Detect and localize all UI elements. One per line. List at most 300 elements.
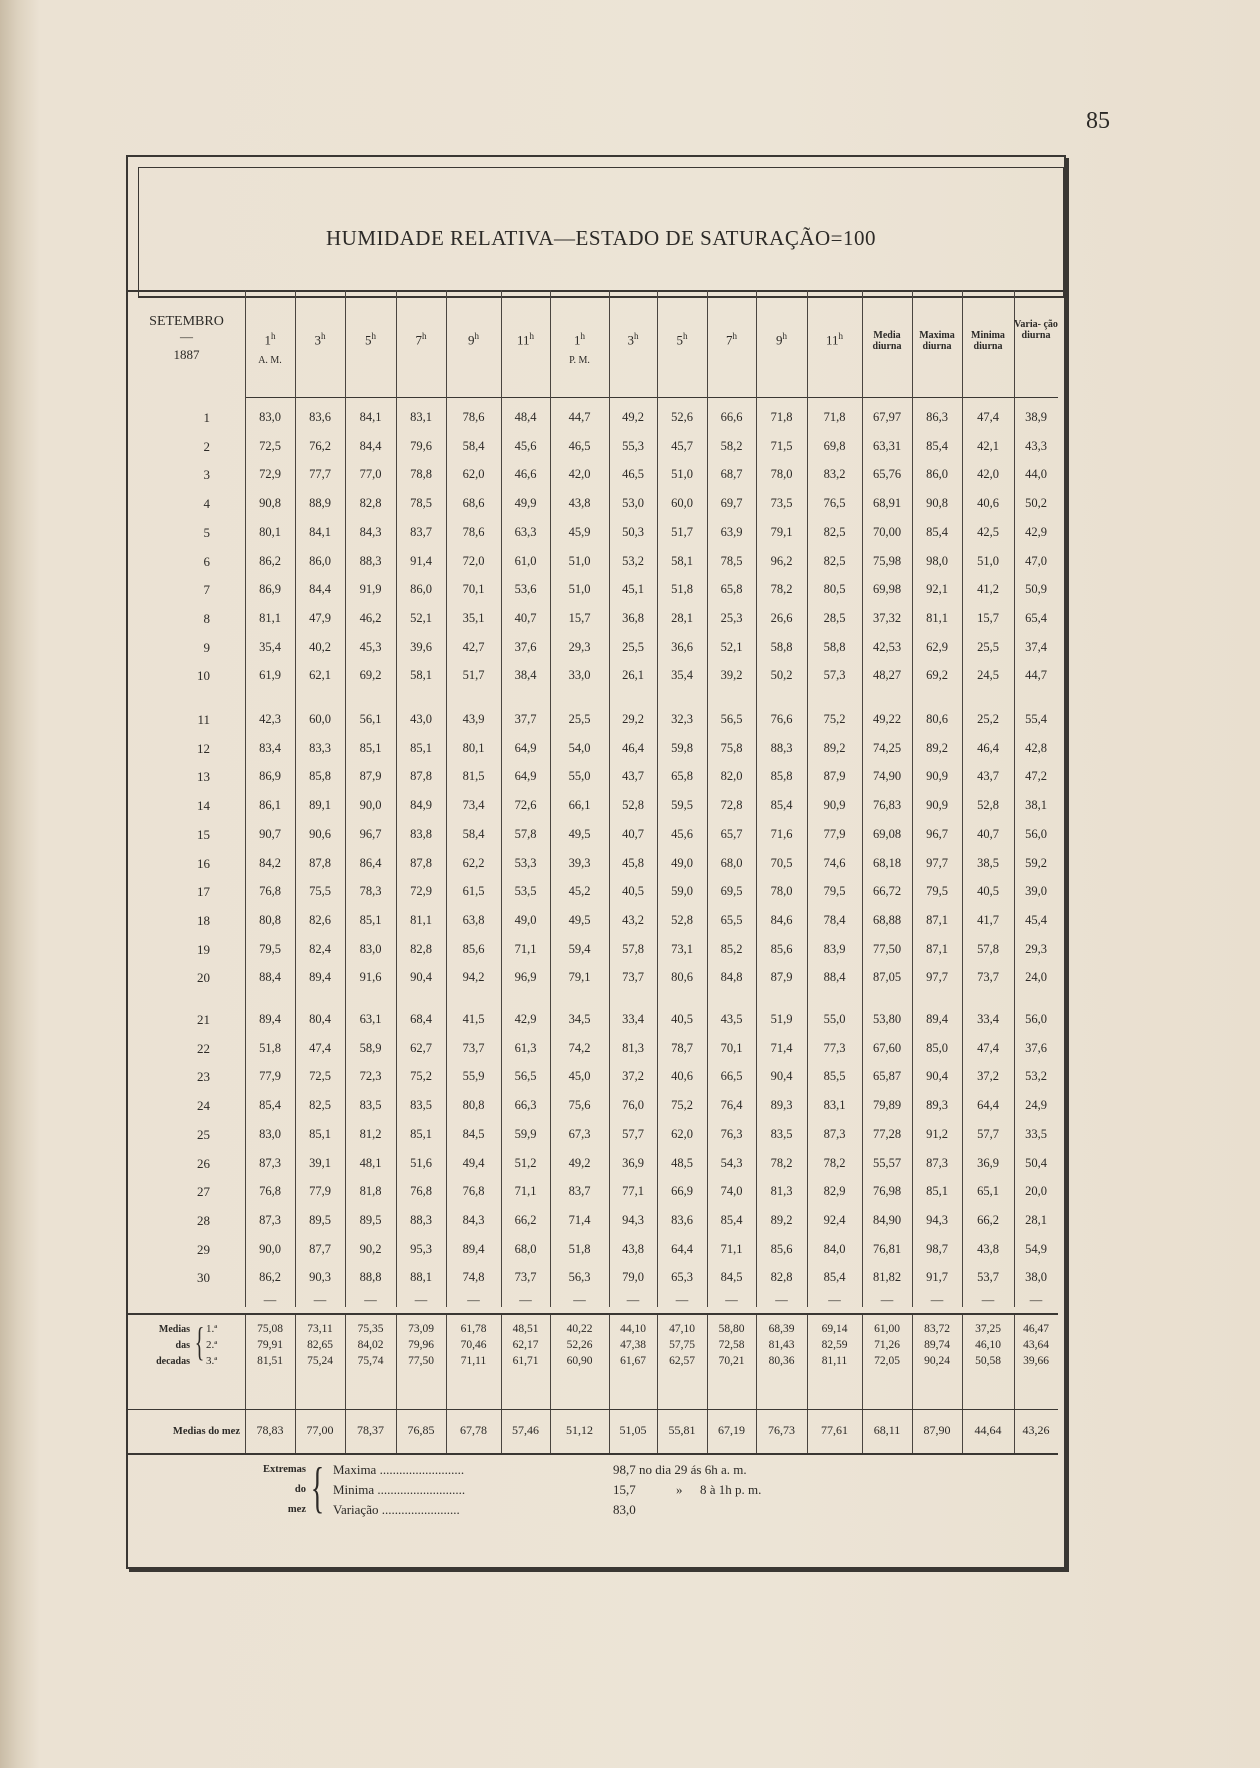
table-cell: 58,9 [359,1040,382,1055]
table-cell: 26,1 [622,668,644,683]
table-cell: 43,8 [622,1241,644,1256]
table-cell: 80,8 [259,912,281,927]
table-cell: 87,9 [359,769,382,784]
month-average-cell: 44,64 [974,1423,1002,1437]
table-cell: 90,4 [410,970,432,985]
table-cell: 82,0 [720,769,743,784]
table-cell: 80,1 [462,740,485,755]
table-cell: 83,1 [410,410,432,424]
table-cell: 25,5 [622,639,644,654]
day-label: 4 [203,496,210,512]
minima-ditto: » [676,1482,683,1497]
table-cell: 40,5 [977,884,999,899]
table-cell: 76,8 [462,1184,485,1199]
table-cell: 89,5 [309,1212,331,1227]
table-cell: 35,1 [462,610,485,625]
table-cell: 57,8 [977,941,999,956]
table-cell: 37,6 [1025,1040,1047,1055]
table-cell: 89,5 [359,1212,382,1227]
month-average-cell: 76,73 [768,1423,795,1437]
table-cell: 89,4 [309,970,331,985]
table-cell: 79,1 [770,524,793,539]
month-average-cell: 43,26 [1022,1423,1050,1437]
table-cell: 89,4 [259,1012,281,1026]
table-cell: 96,2 [770,553,793,568]
table-cell: 40,7 [514,610,537,625]
table-cell: 51,8 [671,582,693,597]
table-cell: 73,7 [462,1040,485,1055]
table-cell: 67,97 [872,410,902,424]
dash-cell: — [364,1293,377,1307]
table-cell: 36,8 [622,610,644,625]
table-cell: 71,1 [514,941,537,956]
day-label: 9 [203,639,210,655]
table-cell: 64,9 [514,740,537,755]
table-cell: 80,6 [671,970,693,985]
table-cell: 74,0 [720,1184,743,1199]
table-cell: 79,5 [823,884,846,899]
table-cell: 84,1 [309,524,331,539]
decade-mark: 3.ª [206,1355,218,1367]
table-cell: 83,4 [259,740,281,755]
table-cell: 46,5 [568,438,591,453]
table-cell: 87,9 [823,769,846,784]
day-label: 17 [197,884,210,900]
average-cell: 77,50 [408,1355,434,1367]
table-cell: 68,7 [720,467,743,482]
table-cell: 45,3 [359,639,382,654]
table-cell: 66,72 [872,884,902,899]
table-cell: 80,4 [309,1012,331,1026]
table-cell: 79,89 [872,1098,902,1113]
table-cell: 47,2 [1025,769,1047,784]
table-cell: 92,4 [823,1212,846,1227]
table-cell: 84,1 [359,410,382,424]
table-cell: 39,3 [568,855,591,870]
table-cell: 45,1 [622,582,644,597]
table-cell: 85,1 [926,1184,948,1199]
table-title: HUMIDADE RELATIVA—ESTADO DE SATURAÇÃO=100 [325,226,877,250]
table-cell: 49,2 [568,1155,591,1170]
table-cell: 80,8 [462,1098,485,1113]
table-cell: 84,5 [462,1126,485,1141]
hour-number: 5 [676,332,683,348]
header-month: SETEMBRO [149,314,224,329]
table-cell: 50,4 [1025,1155,1047,1170]
table-cell: 68,18 [872,855,902,870]
table-cell: 63,3 [514,524,537,539]
table-cell: 51,0 [671,467,693,482]
average-cell: 80,36 [768,1355,795,1367]
header-hour [657,329,707,347]
table-cell: 76,8 [259,884,281,899]
table-cell: 87,3 [823,1126,846,1141]
table-cell: 47,0 [1025,553,1047,568]
table-cell: 48,27 [872,668,902,683]
header-stat: Maxima diurna [919,330,955,352]
dash-cell: — [414,1293,428,1307]
table-cell: 79,1 [568,970,591,985]
table-cell: 61,5 [462,884,485,899]
table-cell: 48,4 [514,410,537,424]
table-cell: 85,1 [309,1126,331,1141]
table-cell: 72,5 [309,1069,331,1084]
average-cell: 72,58 [718,1339,745,1351]
table-cell: 36,9 [977,1155,999,1170]
table-cell: 76,8 [410,1184,432,1199]
hour-suffix: h [732,331,737,341]
hour-number: 3 [314,332,321,348]
table-cell: 57,3 [823,668,846,683]
table-cell: 51,0 [568,582,591,597]
table-cell: 28,1 [671,610,693,625]
table-cell: 59,0 [671,884,693,899]
table-cell: 24,9 [1025,1098,1047,1113]
table-cell: 83,0 [359,941,382,956]
table-cell: 45,4 [1025,912,1047,927]
month-averages-label: Medias do mez [172,1426,240,1437]
table-cell: 43,9 [462,712,485,726]
table-cell: 43,8 [977,1241,999,1256]
dash-cell: — [313,1293,327,1307]
month-average-cell: 57,46 [512,1423,539,1437]
table-cell: 88,3 [770,740,793,755]
table-cell: 50,9 [1025,582,1047,597]
table-cell: 88,4 [823,970,846,985]
month-average-cell: 51,05 [619,1423,647,1437]
average-cell: 89,74 [924,1339,950,1351]
day-label: 26 [197,1155,210,1171]
table-cell: 78,2 [770,582,793,597]
table-cell: 83,9 [823,941,846,956]
table-cell: 75,6 [568,1098,591,1113]
table-cell: 85,0 [926,1040,948,1055]
table-cell: 78,5 [410,496,432,511]
table-cell: 39,2 [720,668,743,683]
table-cell: 61,3 [514,1040,537,1055]
hour-number: 9 [776,332,783,348]
hour-number: 3 [627,332,634,348]
table-cell: 81,1 [410,912,432,927]
table-cell: 84,4 [309,582,331,597]
table-cell: 79,0 [622,1270,644,1285]
table-cell: 81,2 [359,1126,382,1141]
table-cell: 42,53 [872,639,902,654]
table-cell: 62,7 [410,1040,432,1055]
average-cell: 69,14 [821,1323,848,1335]
average-cell: 68,39 [768,1323,795,1335]
hour-suffix: h [838,331,844,341]
variacao-value: 83,0 [613,1502,636,1517]
hour-suffix: h [782,331,787,341]
page-number: 85 [1086,108,1110,134]
maxima-label: Maxima .......................... [333,1462,465,1477]
table-cell: 87,05 [872,970,902,985]
table-cell: 74,25 [872,740,902,755]
day-label: 11 [197,712,210,727]
table-cell: 53,3 [514,855,537,870]
table-cell: 76,6 [770,712,793,726]
table-cell: 64,4 [671,1241,693,1256]
table-cell: 65,4 [1025,610,1047,625]
hour-suffix: h [422,331,427,341]
table-cell: 29,2 [622,712,644,726]
table-cell: 48,1 [359,1155,382,1170]
table-cell: 87,8 [410,855,432,870]
table-cell: 65,3 [671,1270,693,1285]
table-cell: 71,1 [514,1184,537,1199]
hour-number: 11 [825,332,839,348]
table-cell: 73,1 [671,941,693,956]
day-label: 5 [203,524,210,540]
header-dash: — [180,329,193,344]
table-frame [126,155,1066,1569]
table-cell: 61,0 [514,553,537,568]
table-cell: 57,7 [977,1126,999,1141]
table-cell: 88,3 [359,553,382,568]
table-cell: 58,1 [410,668,432,683]
table-cell: 79,6 [410,438,432,453]
table-cell: 41,7 [977,912,999,927]
decade-averages-label: Medias [158,1324,190,1335]
table-cell: 47,9 [309,610,331,625]
table-cell: 33,4 [622,1012,644,1026]
table-cell: 75,8 [720,740,743,755]
day-label: 23 [197,1069,210,1085]
header-pm: P. M. [569,355,590,366]
data-table [128,157,1064,1567]
table-cell: 85,1 [359,740,382,755]
header-stat: Media diurna [872,330,902,352]
extremes-label: Extremas [263,1464,306,1475]
table-cell: 49,5 [568,826,591,841]
table-cell: 50,3 [622,524,644,539]
table-cell: 91,6 [359,970,382,985]
table-cell: 43,7 [622,769,644,784]
table-cell: 78,7 [671,1040,693,1055]
table-cell: 78,2 [770,1155,793,1170]
average-cell: 81,51 [257,1355,283,1367]
table-cell: 55,3 [622,438,644,453]
hour-suffix: h [580,331,585,341]
average-cell: 73,11 [307,1323,333,1335]
table-cell: 73,7 [622,970,644,985]
table-cell: 86,9 [259,769,281,784]
table-cell: 87,8 [410,769,432,784]
table-cell: 82,4 [309,941,331,956]
table-cell: 64,9 [514,769,537,784]
table-cell: 69,2 [359,668,382,683]
header-hour [501,329,550,347]
table-cell: 90,4 [770,1069,793,1084]
day-label: 20 [197,970,210,986]
table-cell: 77,0 [359,467,382,482]
table-cell: 41,5 [462,1012,485,1026]
table-cell: 55,0 [568,769,591,784]
table-cell: 82,9 [823,1184,846,1199]
average-cell: 60,90 [566,1355,593,1367]
header-hour [550,329,609,347]
table-cell: 45,0 [568,1069,591,1084]
table-cell: 72,3 [359,1069,382,1084]
day-label: 16 [197,855,210,871]
hour-number: 1 [264,332,271,348]
table-cell: 51,6 [410,1155,432,1170]
table-cell: 72,9 [410,884,432,899]
dash-cell: — [1029,1293,1043,1307]
table-cell: 45,7 [671,438,693,453]
table-cell: 87,1 [926,912,948,927]
table-cell: 89,2 [926,740,948,755]
table-cell: 70,1 [462,582,485,597]
average-cell: 75,74 [357,1355,384,1367]
table-cell: 15,7 [977,610,999,625]
day-label: 22 [197,1040,210,1056]
table-cell: 52,1 [410,610,432,625]
table-cell: 94,3 [926,1212,948,1227]
table-cell: 40,6 [977,496,999,511]
table-cell: 83,8 [410,826,432,841]
hour-number: 7 [726,332,733,348]
table-cell: 56,3 [568,1270,591,1285]
table-cell: 44,0 [1025,467,1047,482]
dash-cell: — [981,1293,995,1307]
table-cell: 76,5 [823,496,846,511]
day-label: 3 [203,467,210,483]
table-cell: 82,6 [309,912,331,927]
table-cell: 96,7 [359,826,382,841]
table-cell: 66,5 [720,1069,743,1084]
table-cell: 68,6 [462,496,485,511]
table-cell: 87,9 [770,970,793,985]
table-cell: 45,2 [568,884,591,899]
table-cell: 42,3 [259,712,281,726]
table-cell: 59,5 [671,798,693,813]
table-cell: 97,7 [926,970,948,985]
day-label: 18 [197,912,210,928]
table-cell: 72,5 [259,438,281,453]
table-cell: 81,1 [259,610,281,625]
table-cell: 85,6 [462,941,485,956]
minima-detail: 8 à 1h p. m. [700,1482,762,1497]
day-label: 2 [203,438,210,454]
table-cell: 58,8 [823,639,846,654]
average-cell: 75,35 [357,1323,384,1335]
average-cell: 61,67 [620,1355,646,1367]
month-avg-bottom-line [128,1453,1058,1455]
header-hour [396,329,446,347]
table-cell: 53,0 [622,496,644,511]
table-cell: 84,6 [770,912,793,927]
header-hour [756,329,807,347]
table-cell: 77,9 [309,1184,331,1199]
table-cell: 80,5 [823,582,846,597]
table-cell: 63,31 [872,438,902,453]
table-cell: 55,9 [462,1069,485,1084]
table-cell: 87,8 [309,855,331,870]
average-cell: 52,26 [566,1339,593,1351]
table-cell: 73,4 [462,798,485,813]
table-cell: 51,8 [568,1241,591,1256]
dash-cell: — [930,1293,944,1307]
table-cell: 36,6 [671,639,693,654]
table-cell: 49,22 [872,712,902,726]
day-label: 21 [197,1012,210,1027]
table-cell: 49,5 [568,912,591,927]
table-cell: 38,1 [1025,798,1047,813]
table-cell: 55,57 [872,1155,902,1170]
average-cell: 58,80 [718,1323,745,1335]
header-hour [295,329,345,347]
month-average-cell: 77,61 [821,1423,848,1437]
table-cell: 96,9 [514,970,537,985]
day-label: 15 [197,826,210,842]
table-cell: 86,2 [259,553,281,568]
average-cell: 62,17 [512,1339,539,1351]
header-stat: Varia- ção diurna [1014,319,1058,341]
table-cell: 83,3 [309,740,331,755]
table-cell: 89,4 [926,1012,948,1026]
hour-number: 5 [365,332,372,348]
table-cell: 90,7 [259,826,281,841]
table-cell: 46,4 [977,740,999,755]
table-cell: 40,2 [309,639,331,654]
table-cell: 65,1 [977,1184,999,1199]
table-cell: 74,90 [872,769,902,784]
table-cell: 81,8 [359,1184,382,1199]
table-cell: 52,8 [671,912,693,927]
table-cell: 47,4 [977,410,999,424]
table-cell: 64,4 [977,1098,999,1113]
table-cell: 45,8 [622,855,644,870]
table-cell: 26,6 [770,610,793,625]
average-cell: 75,08 [257,1323,283,1335]
table-cell: 86,9 [259,582,281,597]
hour-number: 1 [574,332,581,348]
table-cell: 40,5 [671,1012,693,1026]
table-cell: 77,7 [309,467,331,482]
table-cell: 81,3 [622,1040,644,1055]
header-hour [446,329,501,347]
table-cell: 62,9 [926,639,948,654]
day-label: 14 [197,798,210,814]
table-cell: 54,0 [568,740,591,755]
table-cell: 59,2 [1025,855,1047,870]
table-cell: 62,1 [309,668,331,683]
average-cell: 61,78 [460,1323,487,1335]
dash-cell: — [263,1293,277,1307]
table-cell: 66,6 [720,410,743,424]
table-cell: 61,9 [259,668,281,683]
decade-averages-label: decadas [156,1356,190,1367]
table-cell: 68,4 [410,1012,432,1026]
table-cell: 75,2 [671,1098,693,1113]
table-cell: 43,0 [410,712,432,726]
table-cell: 83,0 [259,1126,281,1141]
table-cell: 42,7 [462,639,485,654]
table-cell: 59,8 [671,740,693,755]
table-cell: 58,2 [720,438,743,453]
table-cell: 37,7 [514,712,537,726]
table-cell: 66,2 [977,1212,999,1227]
table-cell: 80,1 [259,524,281,539]
table-cell: 86,3 [926,410,948,424]
table-cell: 98,0 [926,553,948,568]
table-cell: 85,5 [823,1069,846,1084]
table-cell: 85,4 [720,1212,743,1227]
table-cell: 94,3 [622,1212,644,1227]
table-cell: 75,2 [410,1069,432,1084]
